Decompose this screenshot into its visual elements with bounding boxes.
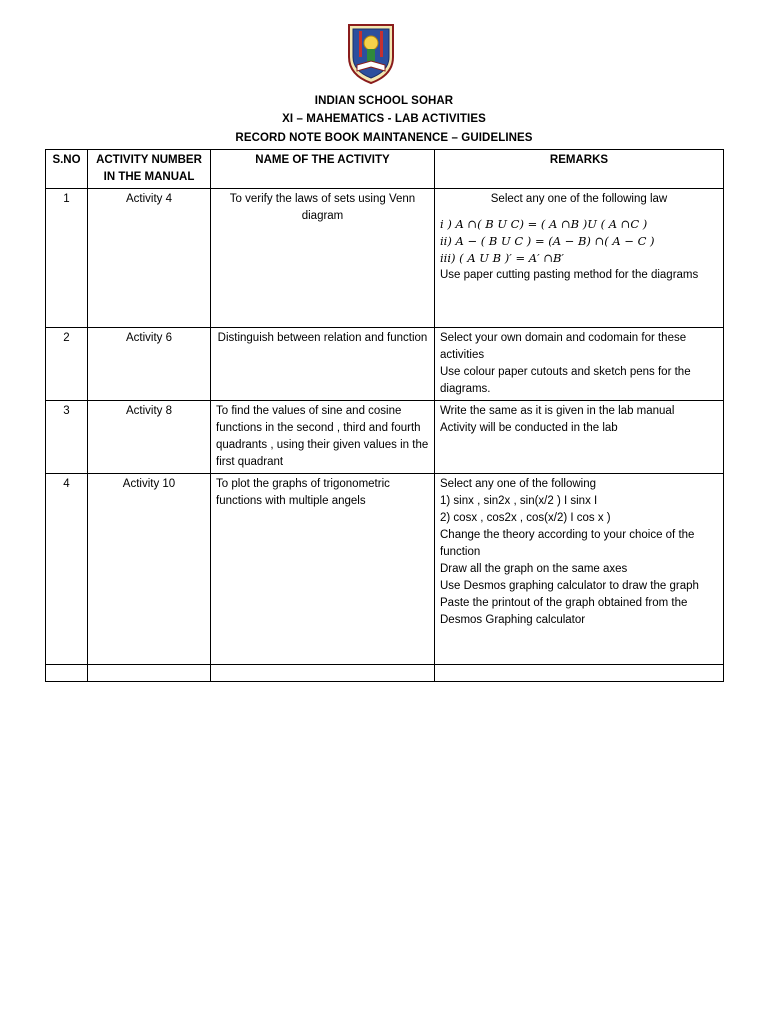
table-header-row	[46, 150, 724, 189]
column-header-activity-name: NAME OF THE ACTIVITY	[211, 150, 435, 189]
remark-line: 1) sinx , sin2x , sin(x/2 ) I sinx I	[440, 495, 598, 507]
remark-line: Select any one of the following law	[490, 193, 668, 205]
cell-activity-name: To verify the laws of sets using Venn diagram	[211, 189, 435, 328]
cell-sno: 3	[46, 401, 88, 474]
cell-remarks	[435, 665, 724, 682]
remark-line: Use Desmos graphing calculator to draw the graph	[440, 580, 699, 592]
cell-sno: 1	[46, 189, 88, 328]
table-row	[46, 189, 724, 328]
cell-activity-name: Distinguish between relation and function	[211, 328, 435, 401]
cell-remarks	[435, 328, 724, 401]
document-subtitle: XI – MAHEMATICS - LAB ACTIVITIES	[282, 113, 486, 125]
remark-line: Write the same as it is given in the lab manual	[440, 405, 675, 417]
cell-remarks	[435, 401, 724, 474]
cell-remarks	[435, 189, 724, 328]
school-name: INDIAN SCHOOL SOHAR	[314, 95, 454, 107]
column-header-remarks: REMARKS	[435, 150, 724, 189]
spacer	[440, 208, 718, 216]
cell-sno: 2	[46, 328, 88, 401]
empty-table-row	[46, 665, 724, 682]
remark-line: Select your own domain and codomain for these activities	[440, 332, 687, 361]
cell-activity-name	[211, 665, 435, 682]
column-header-activity-number: ACTIVITY NUMBER IN THE MANUAL	[88, 150, 211, 189]
set-law-1: i ) A ∩( B U C) = ( A ∩B )U ( A ∩C )	[440, 217, 648, 231]
cell-remarks	[435, 474, 724, 665]
cell-activity-name: To find the values of sine and cosine functions in the second , third and fourth quadrants , using their given values in the first quadrant	[211, 401, 435, 474]
remark-line: Draw all the graph on the same axes	[440, 563, 628, 575]
remark-line: 2) cosx , cos2x , cos(x/2) I cos x )	[440, 512, 611, 524]
set-law-2: ii) A − ( B U C ) = (A − B) ∩( A − C )	[440, 234, 655, 248]
set-law-3: iii) ( A U B )′ = A′ ∩B′	[440, 251, 565, 265]
remark-line: Use colour paper cutouts and sketch pens for the diagrams.	[440, 366, 691, 395]
remark-line: Change the theory according to your choice of the function	[440, 529, 695, 558]
column-header-sno: S.NO	[46, 150, 88, 189]
cell-sno: 4	[46, 474, 88, 665]
cell-activity-name: To plot the graphs of trigonometric functions with multiple angels	[211, 474, 435, 665]
remark-line: Paste the printout of the graph obtained from the Desmos Graphing calculator	[440, 597, 688, 626]
remark-line: Use paper cutting pasting method for the diagrams	[440, 269, 699, 281]
remark-line: Activity will be conducted in the lab	[440, 422, 618, 434]
cell-activity-number: Activity 10	[88, 474, 211, 665]
guidelines-table	[45, 149, 724, 682]
cell-activity-number: Activity 8	[88, 401, 211, 474]
table-row	[46, 328, 724, 401]
cell-activity-number: Activity 6	[88, 328, 211, 401]
document-title: RECORD NOTE BOOK MAINTANENCE – GUIDELINES	[235, 132, 533, 144]
school-crest-logo	[345, 21, 397, 85]
cell-activity-number: Activity 4	[88, 189, 211, 328]
cell-sno	[46, 665, 88, 682]
remark-line: Select any one of the following	[440, 478, 596, 490]
table-row	[46, 474, 724, 665]
cell-activity-number	[88, 665, 211, 682]
table-row	[46, 401, 724, 474]
